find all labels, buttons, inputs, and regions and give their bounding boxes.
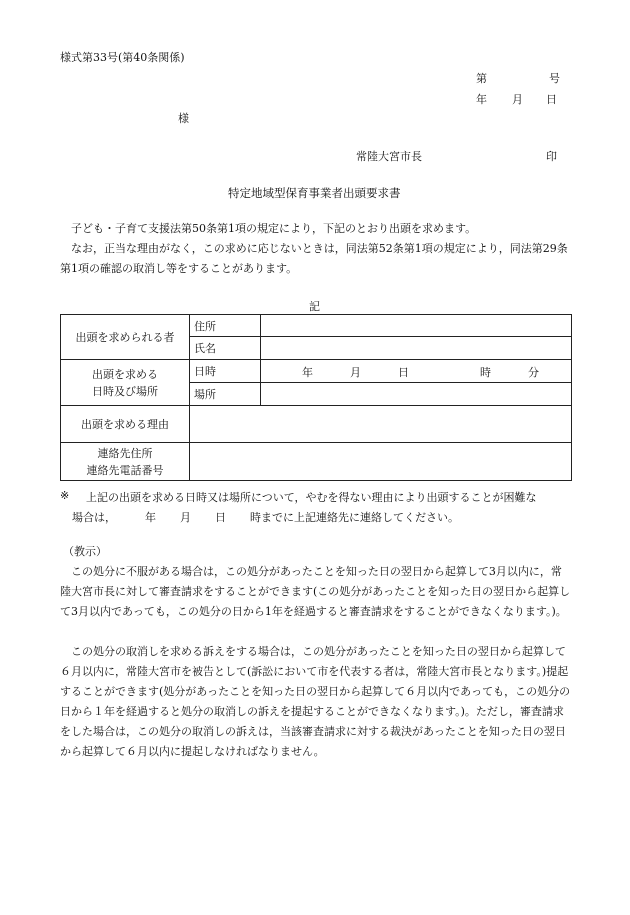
datetime-day: 日 [398,365,409,379]
datetime-place-label-line2: 日時及び場所 [92,384,158,398]
name-field[interactable] [261,337,572,360]
datetime-year: 年 [302,365,313,379]
document-number-prefix: 第 [476,72,487,85]
datetime-place-label-line1: 出頭を求める [92,367,158,381]
datetime-hour: 時 [480,365,491,379]
datetime-field[interactable] [261,360,572,383]
instruction-paragraph-1: この処分に不服がある場合は，この処分があったことを知った日の翌日から起算して3月以内に，常陸大宮市長に対して審査請求をすることができます(この処分があったことを知った日の翌日から起算して3月以内であっても，この処分の日から1年を経過すると審査請求をすることができなくなります。)。 [60,565,571,618]
reason-field[interactable] [190,406,572,443]
note-mark: ※ [60,489,70,502]
contact-phone-label: 連絡先電話番号 [86,463,164,477]
seal-mark: 印 [546,150,557,163]
datetime-month: 月 [350,365,361,379]
body-paragraph-1: 子ども・子育て支援法第50条第1項の規定により，下記のとおり出頭を求めます。 [71,222,477,235]
note-line-2-start: 場合は， [72,511,116,524]
reason-label: 出頭を求める理由 [61,406,190,443]
table-row [61,315,572,337]
table-row [61,443,572,481]
place-label: 場所 [190,383,261,406]
summons-table [60,314,572,481]
instruction-paragraph-2: この処分の取消しを求める訴えをする場合は，この処分があったことを知った日の翌日から起算して６月以内に，常陸大宮市を被告として(訴訟において市を代表する者は，常陸大宮市長となります。)提起することができます(処分があったことを知った日の翌日から起算して６月以内であっても，この処分の日から１年を経過すると処分の取消しの訴えを提起することができなくなります。)。ただし，審査請求をした場合は，この処分の取消しの訴えは，当該審査請求に対する裁決があったことを知った日の翌日から起算して６月以内に提起しなければなりません。 [60,645,571,758]
date-year-label: 年 [476,93,487,106]
contact-field[interactable] [190,443,572,481]
contact-label [61,443,190,481]
contact-address-label: 連絡先住所 [97,446,153,460]
address-label: 住所 [190,315,261,337]
date-day-label: 日 [546,93,557,106]
place-field[interactable] [261,383,572,406]
document-number-suffix: 号 [549,72,560,85]
date-month-label: 月 [512,93,523,106]
note-month-label: 月 [180,511,191,524]
instruction-heading: （教示） [63,545,107,558]
form-number: 様式第33号(第40条関係) [60,51,185,64]
addressee-honorific: 様 [178,112,189,125]
datetime-minute: 分 [528,365,539,379]
body-paragraph-2: なお，正当な理由がなく，この求めに応じないときは，同法第52条第1項の規定により，同法第29条第1項の確認の取消し等をすることがあります。 [60,242,568,275]
datetime-label: 日時 [190,360,261,383]
table-row [61,360,572,383]
ki-heading: 記 [309,300,320,313]
name-label: 氏名 [190,337,261,360]
table-row [61,406,572,443]
note-line-1: 上記の出頭を求める日時又は場所について，やむを得ない理由により出頭することが困難な [86,491,537,504]
summoned-person-label: 出頭を求められる者 [61,315,190,360]
address-field[interactable] [261,315,572,337]
note-day-label: 日 [215,511,226,524]
issuer-name: 常陸大宮市長 [356,150,422,163]
datetime-place-label [61,360,190,406]
document-title: 特定地域型保育事業者出頭要求書 [228,186,401,200]
note-line-2-end: 時までに上記連絡先に連絡してください。 [250,511,459,524]
note-year-label: 年 [145,511,156,524]
